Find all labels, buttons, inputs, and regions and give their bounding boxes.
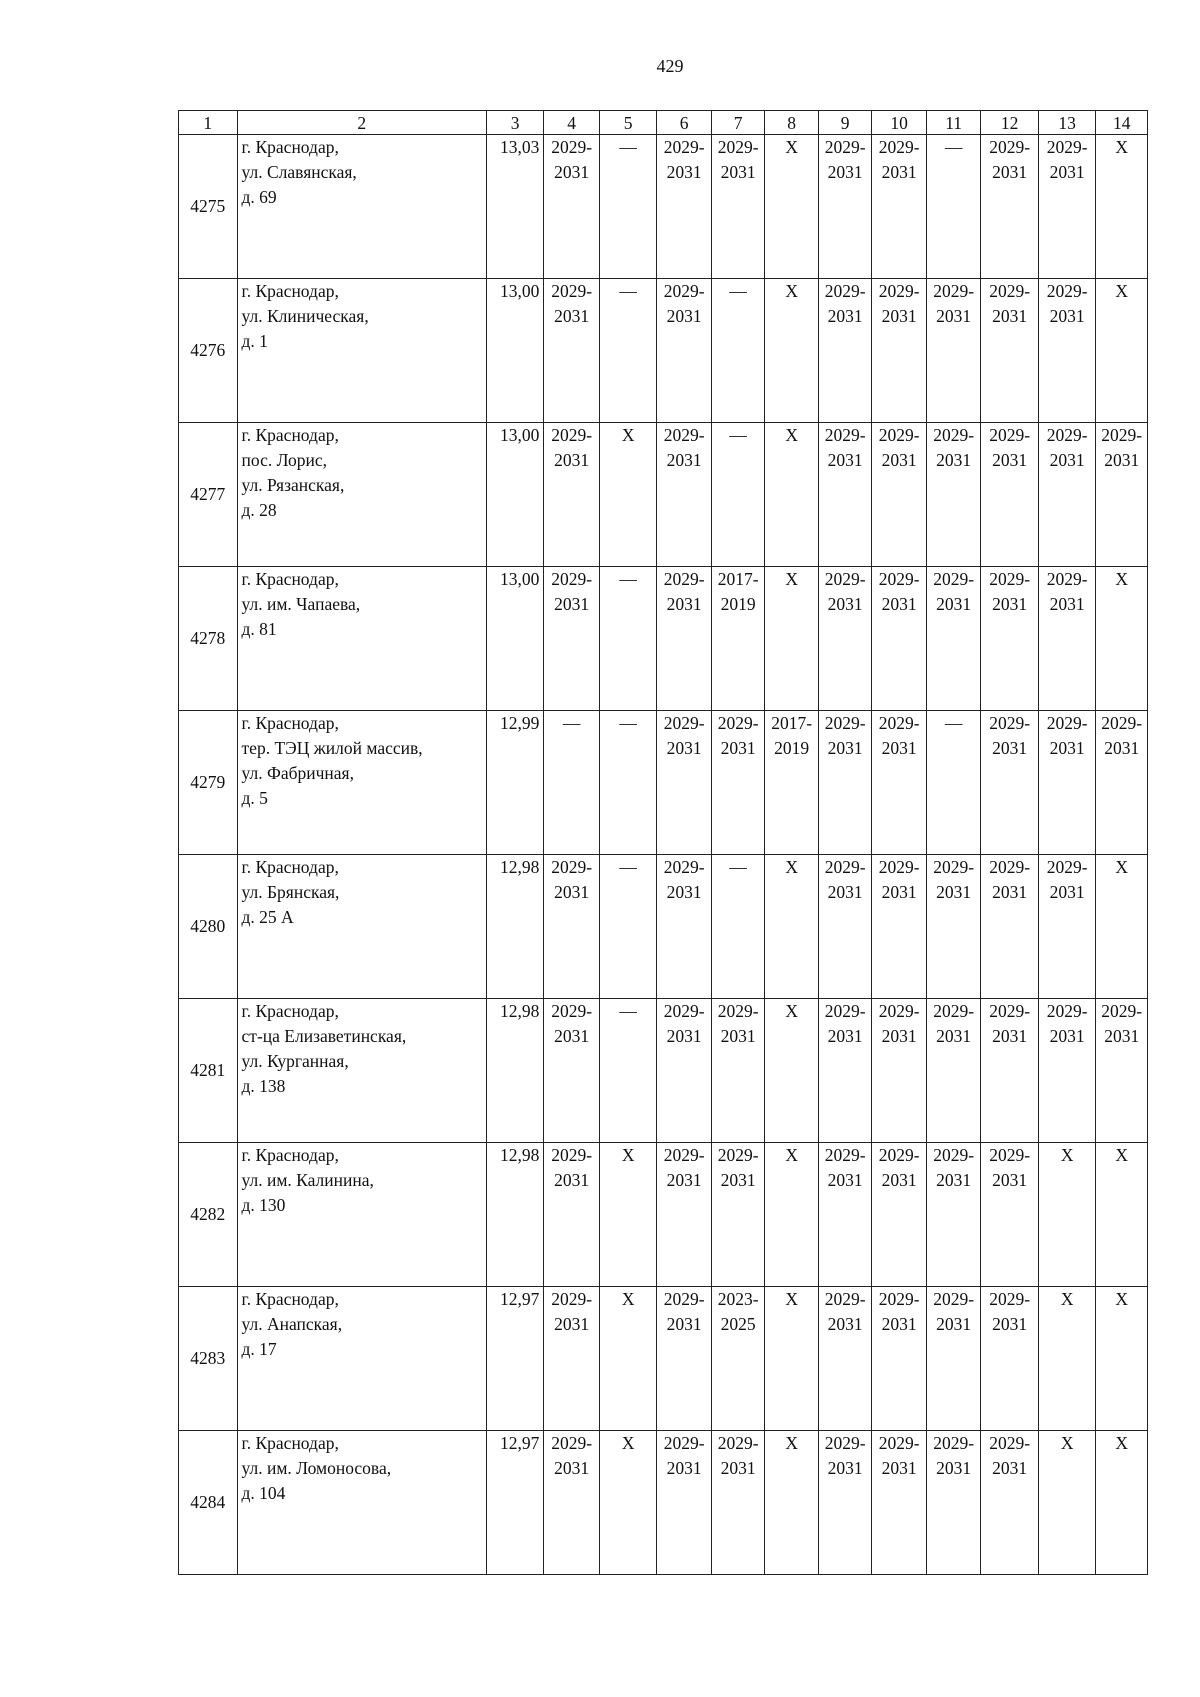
period-cell-col-6: 2029- 2031: [657, 135, 712, 279]
period-cell-col-4: —: [544, 711, 600, 855]
period-cell-col-11: 2029- 2031: [926, 855, 981, 999]
address-cell: г. Краснодар, пос. Лорис, ул. Рязанская, д. 28: [237, 423, 486, 567]
column-header-7: 7: [711, 111, 764, 135]
period-cell-col-8: X: [765, 1287, 818, 1431]
table-row: [179, 279, 1148, 423]
period-cell-col-9: 2029- 2031: [818, 423, 871, 567]
period-cell-col-7: 2023- 2025: [711, 1287, 764, 1431]
period-cell-col-9: 2029- 2031: [818, 1431, 871, 1575]
period-cell-col-13: 2029- 2031: [1038, 135, 1096, 279]
period-cell-col-10: 2029- 2031: [872, 279, 927, 423]
period-cell-col-12: 2029- 2031: [981, 855, 1039, 999]
area-cell: 13,03: [486, 135, 544, 279]
table-row: [179, 1287, 1148, 1431]
period-cell-col-9: 2029- 2031: [818, 999, 871, 1143]
area-cell: 12,97: [486, 1287, 544, 1431]
period-cell-col-10: 2029- 2031: [872, 135, 927, 279]
period-cell-col-6: 2029- 2031: [657, 1143, 712, 1287]
table-row: [179, 1143, 1148, 1287]
period-cell-col-8: X: [765, 279, 818, 423]
column-header-12: 12: [981, 111, 1039, 135]
period-cell-col-10: 2029- 2031: [872, 1143, 927, 1287]
period-cell-col-7: 2029- 2031: [711, 1431, 764, 1575]
table-row: [179, 999, 1148, 1143]
period-cell-col-11: —: [926, 711, 981, 855]
column-header-10: 10: [872, 111, 927, 135]
period-cell-col-9: 2029- 2031: [818, 279, 871, 423]
period-cell-col-14: X: [1096, 855, 1148, 999]
period-cell-col-5: X: [599, 423, 657, 567]
period-cell-col-12: 2029- 2031: [981, 567, 1039, 711]
address-cell: г. Краснодар, ул. Анапская, д. 17: [237, 1287, 486, 1431]
row-number: 4283: [179, 1287, 238, 1431]
period-cell-col-5: X: [599, 1287, 657, 1431]
period-cell-col-11: 2029- 2031: [926, 279, 981, 423]
period-cell-col-7: 2029- 2031: [711, 711, 764, 855]
period-cell-col-12: 2029- 2031: [981, 999, 1039, 1143]
period-cell-col-4: 2029- 2031: [544, 279, 600, 423]
column-header-4: 4: [544, 111, 600, 135]
area-cell: 12,98: [486, 1143, 544, 1287]
table-row: [179, 423, 1148, 567]
row-number: 4275: [179, 135, 238, 279]
period-cell-col-12: 2029- 2031: [981, 1431, 1039, 1575]
area-cell: 12,99: [486, 711, 544, 855]
period-cell-col-14: X: [1096, 1143, 1148, 1287]
area-cell: 13,00: [486, 279, 544, 423]
address-cell: г. Краснодар, ул. им. Чапаева, д. 81: [237, 567, 486, 711]
period-cell-col-13: 2029- 2031: [1038, 567, 1096, 711]
period-cell-col-14: 2029- 2031: [1096, 423, 1148, 567]
column-header-1: 1: [179, 111, 238, 135]
period-cell-col-6: 2029- 2031: [657, 423, 712, 567]
column-header-6: 6: [657, 111, 712, 135]
period-cell-col-10: 2029- 2031: [872, 1287, 927, 1431]
period-cell-col-10: 2029- 2031: [872, 999, 927, 1143]
column-header-11: 11: [926, 111, 981, 135]
row-number: 4281: [179, 999, 238, 1143]
period-cell-col-5: —: [599, 855, 657, 999]
period-cell-col-7: 2029- 2031: [711, 1143, 764, 1287]
period-cell-col-10: 2029- 2031: [872, 855, 927, 999]
period-cell-col-13: X: [1038, 1287, 1096, 1431]
row-number: 4282: [179, 1143, 238, 1287]
period-cell-col-11: 2029- 2031: [926, 1287, 981, 1431]
period-cell-col-5: —: [599, 711, 657, 855]
period-cell-col-10: 2029- 2031: [872, 423, 927, 567]
period-cell-col-6: 2029- 2031: [657, 1287, 712, 1431]
period-cell-col-11: 2029- 2031: [926, 999, 981, 1143]
address-cell: г. Краснодар, ул. им. Калинина, д. 130: [237, 1143, 486, 1287]
period-cell-col-8: X: [765, 423, 818, 567]
period-cell-col-5: —: [599, 135, 657, 279]
header-row: [179, 111, 1148, 135]
period-cell-col-11: 2029- 2031: [926, 1143, 981, 1287]
period-cell-col-5: X: [599, 1143, 657, 1287]
row-number: 4279: [179, 711, 238, 855]
row-number: 4280: [179, 855, 238, 999]
period-cell-col-11: 2029- 2031: [926, 423, 981, 567]
area-cell: 12,98: [486, 999, 544, 1143]
period-cell-col-4: 2029- 2031: [544, 1143, 600, 1287]
period-cell-col-9: 2029- 2031: [818, 855, 871, 999]
period-cell-col-5: —: [599, 279, 657, 423]
period-cell-col-11: 2029- 2031: [926, 1431, 981, 1575]
period-cell-col-5: X: [599, 1431, 657, 1575]
period-cell-col-7: 2029- 2031: [711, 135, 764, 279]
period-cell-col-4: 2029- 2031: [544, 855, 600, 999]
period-cell-col-10: 2029- 2031: [872, 567, 927, 711]
address-cell: г. Краснодар, ул. Клиническая, д. 1: [237, 279, 486, 423]
period-cell-col-8: X: [765, 1143, 818, 1287]
period-cell-col-5: —: [599, 999, 657, 1143]
period-cell-col-8: X: [765, 855, 818, 999]
period-cell-col-7: —: [711, 279, 764, 423]
period-cell-col-4: 2029- 2031: [544, 567, 600, 711]
address-cell: г. Краснодар, ул. Славянская, д. 69: [237, 135, 486, 279]
period-cell-col-10: 2029- 2031: [872, 1431, 927, 1575]
period-cell-col-12: 2029- 2031: [981, 135, 1039, 279]
period-cell-col-6: 2029- 2031: [657, 567, 712, 711]
area-cell: 13,00: [486, 423, 544, 567]
column-header-14: 14: [1096, 111, 1148, 135]
row-number: 4277: [179, 423, 238, 567]
period-cell-col-5: —: [599, 567, 657, 711]
area-cell: 12,97: [486, 1431, 544, 1575]
period-cell-col-13: 2029- 2031: [1038, 279, 1096, 423]
period-cell-col-14: X: [1096, 1287, 1148, 1431]
column-header-3: 3: [486, 111, 544, 135]
period-cell-col-9: 2029- 2031: [818, 1287, 871, 1431]
period-cell-col-9: 2029- 2031: [818, 1143, 871, 1287]
period-cell-col-9: 2029- 2031: [818, 567, 871, 711]
row-number: 4284: [179, 1431, 238, 1575]
address-cell: г. Краснодар, тер. ТЭЦ жилой массив, ул. Фабричная, д. 5: [237, 711, 486, 855]
period-cell-col-9: 2029- 2031: [818, 135, 871, 279]
period-cell-col-12: 2029- 2031: [981, 423, 1039, 567]
period-cell-col-4: 2029- 2031: [544, 135, 600, 279]
area-cell: 13,00: [486, 567, 544, 711]
period-cell-col-12: 2029- 2031: [981, 279, 1039, 423]
period-cell-col-7: 2029- 2031: [711, 999, 764, 1143]
period-cell-col-14: X: [1096, 567, 1148, 711]
period-cell-col-4: 2029- 2031: [544, 999, 600, 1143]
period-cell-col-12: 2029- 2031: [981, 1287, 1039, 1431]
table-row: [179, 135, 1148, 279]
area-cell: 12,98: [486, 855, 544, 999]
address-cell: г. Краснодар, ул. Брянская, д. 25 А: [237, 855, 486, 999]
period-cell-col-6: 2029- 2031: [657, 1431, 712, 1575]
address-cell: г. Краснодар, ул. им. Ломоносова, д. 104: [237, 1431, 486, 1575]
period-cell-col-9: 2029- 2031: [818, 711, 871, 855]
table-row: [179, 1431, 1148, 1575]
column-header-8: 8: [765, 111, 818, 135]
period-cell-col-4: 2029- 2031: [544, 1431, 600, 1575]
period-cell-col-13: X: [1038, 1431, 1096, 1575]
data-table: [178, 110, 1148, 1575]
period-cell-col-8: 2017- 2019: [765, 711, 818, 855]
period-cell-col-12: 2029- 2031: [981, 711, 1039, 855]
period-cell-col-13: 2029- 2031: [1038, 423, 1096, 567]
table-row: [179, 711, 1148, 855]
column-header-13: 13: [1038, 111, 1096, 135]
period-cell-col-7: 2017- 2019: [711, 567, 764, 711]
period-cell-col-14: X: [1096, 1431, 1148, 1575]
column-header-9: 9: [818, 111, 871, 135]
period-cell-col-10: 2029- 2031: [872, 711, 927, 855]
row-number: 4276: [179, 279, 238, 423]
period-cell-col-6: 2029- 2031: [657, 999, 712, 1143]
period-cell-col-11: —: [926, 135, 981, 279]
period-cell-col-8: X: [765, 999, 818, 1143]
period-cell-col-6: 2029- 2031: [657, 279, 712, 423]
table-row: [179, 855, 1148, 999]
page-number: 429: [656, 56, 684, 76]
row-number: 4278: [179, 567, 238, 711]
period-cell-col-14: 2029- 2031: [1096, 711, 1148, 855]
period-cell-col-13: 2029- 2031: [1038, 855, 1096, 999]
period-cell-col-4: 2029- 2031: [544, 1287, 600, 1431]
period-cell-col-6: 2029- 2031: [657, 855, 712, 999]
column-header-5: 5: [599, 111, 657, 135]
period-cell-col-7: —: [711, 423, 764, 567]
address-cell: г. Краснодар, ст-ца Елизаветинская, ул. Курганная, д. 138: [237, 999, 486, 1143]
period-cell-col-8: X: [765, 1431, 818, 1575]
period-cell-col-14: X: [1096, 279, 1148, 423]
column-header-2: 2: [237, 111, 486, 135]
period-cell-col-11: 2029- 2031: [926, 567, 981, 711]
period-cell-col-6: 2029- 2031: [657, 711, 712, 855]
period-cell-col-13: X: [1038, 1143, 1096, 1287]
table-row: [179, 567, 1148, 711]
period-cell-col-8: X: [765, 567, 818, 711]
period-cell-col-14: 2029- 2031: [1096, 999, 1148, 1143]
period-cell-col-13: 2029- 2031: [1038, 999, 1096, 1143]
period-cell-col-8: X: [765, 135, 818, 279]
period-cell-col-4: 2029- 2031: [544, 423, 600, 567]
table-body: [179, 111, 1148, 1575]
period-cell-col-14: X: [1096, 135, 1148, 279]
period-cell-col-7: —: [711, 855, 764, 999]
period-cell-col-13: 2029- 2031: [1038, 711, 1096, 855]
period-cell-col-12: 2029- 2031: [981, 1143, 1039, 1287]
